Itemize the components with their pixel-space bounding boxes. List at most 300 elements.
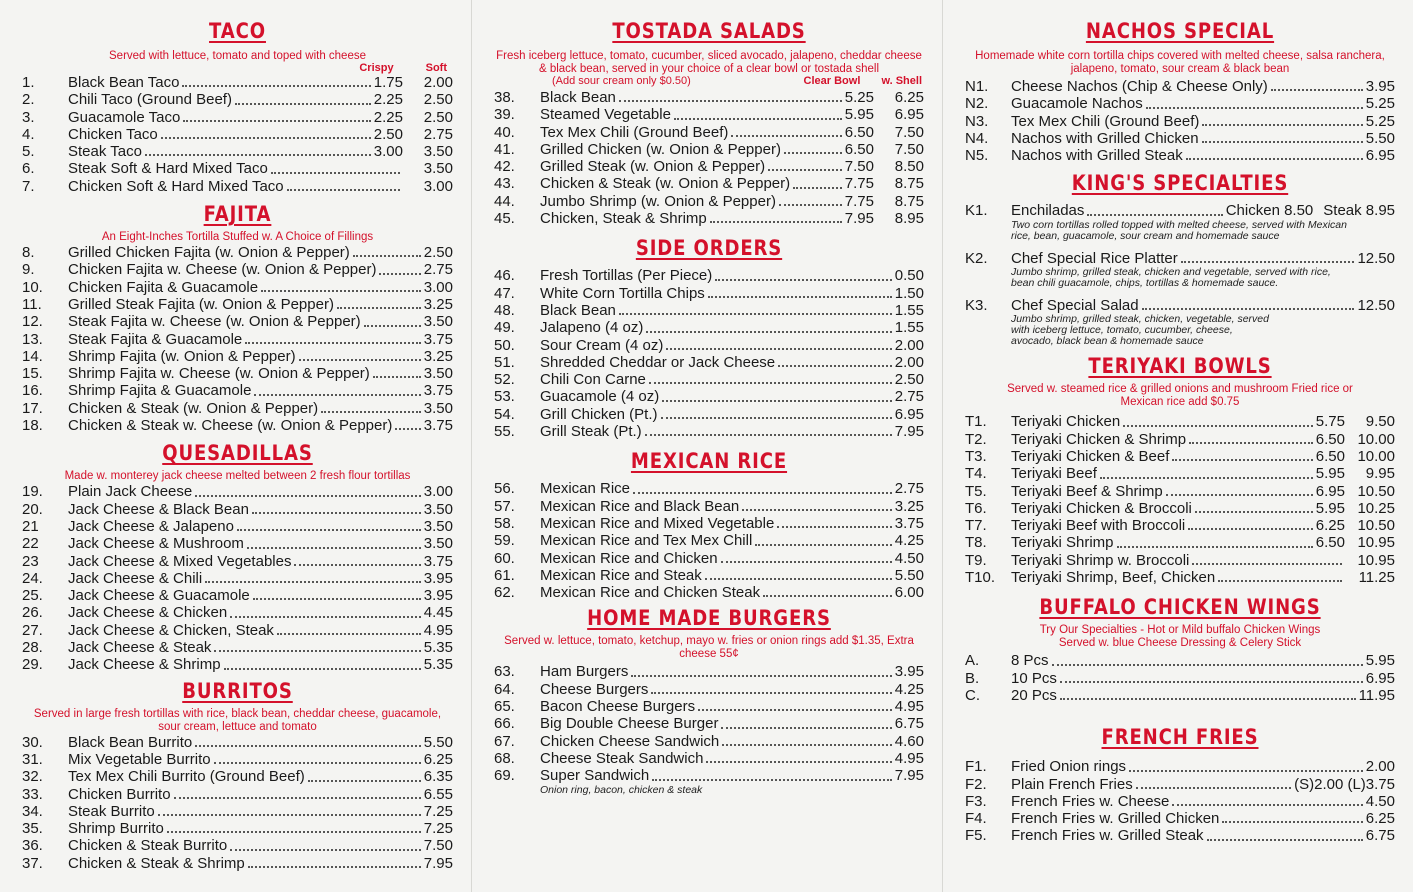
item-name: Teriyaki Shrimp w. Broccoli — [1011, 551, 1190, 569]
section-title-burritos: BURRITOS — [182, 678, 293, 703]
dot-leader — [224, 668, 421, 670]
item-number: 48. — [494, 301, 515, 319]
dot-leader — [253, 598, 421, 600]
item-number: 60. — [494, 549, 515, 567]
list-nachos — [965, 78, 1395, 164]
menu-item — [22, 382, 453, 399]
item-price: 1.55 — [894, 301, 924, 319]
item-price-2: 11.25 — [1358, 569, 1395, 587]
dot-leader — [1195, 511, 1313, 513]
dot-leader — [708, 296, 892, 298]
item-price: 6.95 — [894, 405, 924, 423]
item-price: 3.95 — [1365, 78, 1395, 95]
item-number: 37. — [22, 854, 43, 872]
list-teriyaki — [965, 413, 1395, 586]
menu-item — [22, 656, 453, 673]
dot-leader — [777, 526, 891, 528]
item-price: 3.50 — [423, 313, 453, 331]
menu-item — [965, 758, 1395, 775]
item-price: 4.60 — [894, 732, 924, 750]
item-price: 5.35 — [423, 656, 453, 674]
menu-item — [494, 698, 924, 715]
item-name: Cheese Steak Sandwich — [540, 749, 704, 767]
item-name: Jack Cheese & Chicken — [68, 604, 228, 622]
item-name: Grill Chicken (Pt.) — [540, 405, 658, 423]
item-name: Black Bean Burrito — [68, 733, 193, 751]
item-desc-k1: Two corn tortillas rolled topped with melted cheese, served with Mexican rice, bean, guacamole, sour cream and homemade sauce — [1011, 218, 1347, 242]
item-name: Jack Cheese & Mixed Vegetables — [68, 552, 292, 570]
item-number: 61. — [494, 566, 515, 584]
item-number: 57. — [494, 497, 515, 515]
item-name: Shrimp Fajita & Guacamole — [68, 382, 252, 400]
item-price: 4.25 — [894, 680, 924, 698]
item-number: B. — [965, 669, 980, 687]
item-number: N1. — [965, 78, 989, 95]
section-title-fries: FRENCH FRIES — [1101, 725, 1259, 750]
item-name: Jack Cheese & Steak — [68, 639, 212, 657]
item-number: 15. — [22, 365, 43, 383]
dot-leader — [1100, 477, 1313, 479]
price-headers-tostada — [494, 76, 924, 87]
item-number: T7. — [965, 517, 987, 535]
menu-item — [494, 302, 924, 319]
menu-item — [494, 584, 924, 601]
item-number: 17. — [22, 399, 43, 417]
menu-item — [494, 89, 924, 106]
dot-leader — [271, 172, 400, 174]
item-name: Guacamole Nachos — [1011, 95, 1143, 113]
dot-leader — [252, 512, 421, 514]
dot-leader — [705, 578, 892, 580]
menu-item — [965, 569, 1395, 586]
menu-item — [494, 498, 924, 515]
menu-item — [22, 639, 453, 656]
section-subtitle-burritos: Served in large fresh tortillas with rice, black bean, cheddar cheese, guacamole, sour cream, lettuce and tomato — [33, 707, 442, 733]
item-number: 40. — [494, 123, 515, 141]
menu-column-1 — [0, 0, 471, 892]
dot-leader — [1189, 442, 1313, 444]
dot-leader — [619, 100, 842, 102]
item-number: 64. — [494, 680, 515, 698]
menu-item — [22, 365, 453, 382]
dot-leader — [763, 595, 892, 597]
item-price-1: 7.75 — [844, 192, 874, 210]
item-name: Steak Fajita & Guacamole — [68, 330, 243, 348]
item-name: Black Bean Taco — [68, 74, 180, 91]
super-sandwich-desc: Onion ring, bacon, chicken & steak — [540, 783, 703, 796]
item-number: 56. — [494, 480, 515, 498]
section-subtitle-tostada: Fresh iceberg lettuce, tomato, cucumber, sliced avocado, jalapeno, cheddar cheese & black bean, served in your choice of a clear bowl or tostada shell — [496, 50, 922, 75]
item-name: Jack Cheese & Jalapeno — [68, 517, 234, 535]
item-price-chicken: Chicken 8.50 — [1225, 202, 1314, 220]
item-price: 3.25 — [423, 347, 453, 365]
item-number: 69. — [494, 767, 515, 785]
dot-leader — [214, 762, 421, 764]
dot-leader — [755, 544, 891, 546]
section-title-quesadillas: QUESADILLAS — [162, 441, 313, 466]
item-number: T3. — [965, 447, 987, 465]
dot-leader — [373, 376, 421, 378]
item-price: 6.00 — [894, 584, 924, 602]
item-name: Mexican Rice and Black Bean — [540, 497, 740, 515]
item-price: 6.35 — [423, 768, 453, 786]
menu-item — [22, 751, 453, 768]
item-price-2: 10.95 — [1357, 534, 1395, 552]
list-fajita — [22, 244, 453, 434]
item-number: 58. — [494, 514, 515, 532]
dot-leader — [248, 866, 421, 868]
item-name: Teriyaki Shrimp, Beef, Chicken — [1011, 569, 1216, 587]
dot-leader — [195, 745, 421, 747]
item-number: 3. — [22, 108, 35, 126]
item-number: 27. — [22, 621, 43, 639]
list-burgers — [494, 663, 924, 784]
item-number: 62. — [494, 584, 515, 602]
item-number: 10. — [22, 278, 43, 296]
item-number: 49. — [494, 319, 515, 337]
item-number: 63. — [494, 663, 515, 681]
item-price-2: 6.25 — [894, 89, 924, 106]
item-number: 20. — [22, 500, 43, 518]
item-name: Chicken Taco — [68, 125, 158, 143]
item-number: 34. — [22, 802, 43, 820]
item-price-2: 3.00 — [423, 177, 453, 195]
dot-leader — [230, 616, 421, 618]
item-price: 6.75 — [894, 715, 924, 733]
item-price: 3.75 — [423, 330, 453, 348]
item-number: F4. — [965, 810, 987, 828]
section-title-nachos: NACHOS SPECIAL — [1085, 19, 1275, 43]
menu-item-k3 — [965, 297, 1395, 314]
item-number: 52. — [494, 371, 515, 389]
list-mexican-rice — [494, 480, 924, 601]
item-number: 21 — [22, 517, 39, 535]
dot-leader — [183, 120, 371, 122]
item-price-2: 8.75 — [894, 192, 924, 210]
menu-item — [965, 448, 1395, 465]
dot-leader — [145, 154, 371, 156]
item-name: Jack Cheese & Black Bean — [68, 500, 249, 518]
item-price-2: 10.50 — [1357, 517, 1395, 535]
menu-item — [22, 855, 453, 872]
item-number: 12. — [22, 313, 43, 331]
menu-item — [965, 552, 1395, 569]
menu-item — [965, 793, 1395, 810]
item-number: 38. — [494, 89, 515, 106]
dot-leader — [158, 814, 421, 816]
item-name: Big Double Cheese Burger — [540, 715, 719, 733]
menu-item — [22, 622, 453, 639]
dot-leader — [1166, 494, 1313, 496]
item-price: 3.95 — [423, 587, 453, 605]
item-name: Nachos with Grilled Steak — [1011, 147, 1183, 165]
item-number: N4. — [965, 129, 989, 147]
item-price: 11.95 — [1358, 686, 1395, 704]
dot-leader — [254, 394, 420, 396]
section-title-side-orders: SIDE ORDERS — [635, 236, 783, 261]
section-title-tostada: TOSTADA SALADS — [612, 19, 806, 43]
item-number: 14. — [22, 347, 43, 365]
dot-leader — [287, 189, 400, 191]
menu-column-2 — [471, 0, 942, 892]
menu-item — [494, 423, 924, 440]
menu-item — [965, 670, 1395, 687]
section-subtitle-burgers: Served w. lettuce, tomato, ketchup, mayo w. fries or onion rings add $1.35, Extra cheese 55¢ — [504, 635, 914, 661]
item-price-1: 6.50 — [1315, 447, 1345, 465]
item-price: 3.50 — [423, 399, 453, 417]
item-name: Steamed Vegetable — [540, 106, 671, 124]
item-name: Jalapeno (4 oz) — [540, 319, 644, 337]
menu-item — [965, 465, 1395, 482]
menu-item — [965, 113, 1395, 130]
item-name: Mix Vegetable Burrito — [68, 750, 211, 768]
menu-item — [494, 210, 924, 227]
item-name: Steak Taco — [68, 143, 142, 161]
item-number: T4. — [965, 465, 987, 483]
item-number: 47. — [494, 284, 515, 302]
price-headers-taco — [22, 63, 453, 74]
item-price: 2.75 — [894, 388, 924, 406]
item-number: N3. — [965, 112, 989, 130]
dot-leader — [247, 547, 421, 549]
item-price: 7.95 — [423, 854, 453, 872]
menu-item — [22, 261, 453, 278]
item-number: 22 — [22, 535, 39, 553]
item-name: Black Bean — [540, 89, 616, 106]
menu-item — [22, 331, 453, 348]
item-number: T6. — [965, 499, 987, 517]
item-price-2: 2.00 — [423, 74, 453, 91]
dot-leader — [1087, 214, 1222, 216]
item-name: Guacamole Taco — [68, 108, 181, 126]
menu-item — [494, 767, 924, 784]
item-name: Super Sandwich — [540, 767, 650, 785]
menu-item — [22, 587, 453, 604]
item-number: N5. — [965, 147, 989, 165]
menu-item — [494, 733, 924, 750]
item-name: Grilled Chicken (w. Onion & Pepper) — [540, 140, 781, 158]
item-price: 1.55 — [894, 319, 924, 337]
menu-item — [965, 517, 1395, 534]
dot-leader — [698, 709, 892, 711]
item-name: Chicken Fajita & Guacamole — [68, 278, 259, 296]
dot-leader — [364, 325, 421, 327]
dot-leader — [214, 650, 420, 652]
menu-item — [22, 417, 453, 434]
item-price-2: 9.50 — [1365, 413, 1395, 431]
item-price-2: 2.50 — [423, 108, 453, 126]
item-price-steak: Steak 8.95 — [1323, 202, 1395, 220]
section-subtitle-nachos: Homemade white corn tortilla chips covered with melted cheese, salsa ranchera, jalapeno, tomato, sour cream & black bean — [975, 50, 1385, 75]
dot-leader — [1188, 528, 1313, 530]
menu-item — [494, 532, 924, 549]
menu-item — [22, 296, 453, 313]
dot-leader — [1060, 681, 1363, 683]
item-name: Grill Steak (Pt.) — [540, 423, 642, 441]
dot-leader — [1060, 698, 1356, 700]
menu-item — [22, 91, 453, 108]
item-name: Shrimp Burrito — [68, 820, 164, 838]
item-name: Black Bean — [540, 301, 616, 319]
menu-column-3 — [942, 0, 1413, 892]
item-price-2: 10.95 — [1357, 551, 1395, 569]
item-price: 4.45 — [423, 604, 453, 622]
dot-leader — [353, 255, 421, 257]
item-name: Mexican Rice — [540, 480, 631, 498]
item-name: Enchiladas — [1011, 202, 1085, 220]
item-number: 46. — [494, 267, 515, 285]
item-number: 65. — [494, 698, 515, 716]
item-price-2: 6.95 — [894, 106, 924, 124]
item-number: 35. — [22, 820, 43, 838]
menu-item — [494, 158, 924, 175]
item-name: Steak Burrito — [68, 802, 155, 820]
item-number: 26. — [22, 604, 43, 622]
menu-item — [22, 786, 453, 803]
dot-leader — [167, 831, 421, 833]
dot-leader — [706, 761, 891, 763]
dot-leader — [379, 273, 420, 275]
dot-leader — [1117, 546, 1313, 548]
item-price-2: 8.75 — [894, 175, 924, 193]
dot-leader — [721, 727, 891, 729]
item-price: 6.25 — [1365, 810, 1395, 828]
item-number: 6. — [22, 160, 35, 178]
item-name: Tex Mex Chili (Ground Beef) — [540, 123, 729, 141]
item-price-1: 2.25 — [373, 91, 403, 109]
menu-item — [494, 388, 924, 405]
item-name: Nachos with Grilled Chicken — [1011, 129, 1199, 147]
item-number: 8. — [22, 244, 35, 262]
item-name: Cheese Nachos (Chip & Cheese Only) — [1011, 78, 1268, 95]
section-subtitle-taco: Served with lettuce, tomato and toped with cheese — [109, 50, 366, 62]
menu-item — [965, 687, 1395, 704]
menu-item — [494, 106, 924, 123]
item-name: Chicken & Steak Burrito — [68, 837, 228, 855]
menu-item — [494, 567, 924, 584]
dot-leader — [245, 342, 421, 344]
item-price-1: 7.50 — [844, 158, 874, 176]
menu-item — [965, 130, 1395, 147]
item-name: Chicken, Steak & Shrimp — [540, 210, 707, 228]
dot-leader — [205, 581, 421, 583]
dot-leader — [722, 744, 892, 746]
item-name: Grilled Steak (w. Onion & Pepper) — [540, 158, 766, 176]
menu-item — [22, 518, 453, 535]
item-price: 3.95 — [894, 663, 924, 681]
section-title-fajita: FAJITA — [203, 202, 272, 227]
item-name: 8 Pcs — [1011, 652, 1049, 670]
header-w-shell: w. Shell — [881, 75, 922, 87]
item-number: K3. — [965, 297, 988, 315]
item-name: Chicken & Steak & Shrimp — [68, 854, 245, 872]
dot-leader — [652, 779, 892, 781]
item-number: 29. — [22, 656, 43, 674]
menu-item — [494, 124, 924, 141]
item-number: 41. — [494, 140, 515, 158]
dot-leader — [337, 307, 421, 309]
section-title-burgers: HOME MADE BURGERS — [587, 606, 831, 631]
menu-item — [494, 515, 924, 532]
dot-leader — [161, 137, 371, 139]
dot-leader — [779, 204, 842, 206]
item-price: 7.25 — [423, 820, 453, 838]
item-number: 36. — [22, 837, 43, 855]
list-burritos — [22, 734, 453, 872]
item-name: 20 Pcs — [1011, 686, 1057, 704]
item-number: 45. — [494, 210, 515, 228]
item-name: Teriyaki Beef & Shrimp — [1011, 482, 1163, 500]
menu-item — [22, 535, 453, 552]
item-name: Shrimp Fajita (w. Onion & Pepper) — [68, 347, 296, 365]
item-price-1: 6.25 — [1315, 517, 1345, 535]
dot-leader — [277, 633, 421, 635]
item-number: F3. — [965, 792, 987, 810]
item-name: Mexican Rice and Mixed Vegetable — [540, 514, 775, 532]
item-number: 7. — [22, 177, 35, 195]
section-subtitle-fajita: An Eight-Inches Tortilla Stuffed w. A Choice of Fillings — [101, 231, 374, 244]
dot-leader — [299, 359, 421, 361]
item-price-1: 6.50 — [1315, 534, 1345, 552]
item-price-2: 2.75 — [423, 125, 453, 143]
dot-leader — [235, 103, 371, 105]
dot-leader — [793, 187, 842, 189]
item-number: 67. — [494, 732, 515, 750]
item-price: 3.75 — [423, 552, 453, 570]
item-price: 4.50 — [894, 549, 924, 567]
item-name: Teriyaki Chicken & Shrimp — [1011, 430, 1187, 448]
dot-leader — [1202, 141, 1363, 143]
dot-leader — [742, 509, 892, 511]
item-number: 1. — [22, 74, 35, 91]
menu-item — [494, 681, 924, 698]
item-number: 33. — [22, 785, 43, 803]
dot-leader — [710, 221, 842, 223]
section-title-taco: TACO — [209, 19, 266, 43]
item-price: 2.50 — [423, 244, 453, 262]
item-number: 25. — [22, 587, 43, 605]
item-price: 3.25 — [894, 497, 924, 515]
list-quesadillas — [22, 483, 453, 673]
item-name: Shredded Cheddar or Jack Cheese — [540, 353, 776, 371]
item-price: (S)2.00 (L)3.75 — [1294, 775, 1395, 793]
item-number: K2. — [965, 249, 988, 267]
menu-item — [22, 400, 453, 417]
item-number: 32. — [22, 768, 43, 786]
header-clear-bowl: Clear Bowl — [803, 75, 861, 87]
item-name: Teriyaki Chicken & Beef — [1011, 447, 1170, 465]
dot-leader — [1218, 580, 1342, 582]
item-name: Mexican Rice and Steak — [540, 566, 702, 584]
dot-leader — [261, 290, 421, 292]
item-price: 4.50 — [1365, 792, 1395, 810]
item-number: T2. — [965, 430, 987, 448]
item-price: 3.50 — [423, 517, 453, 535]
item-number: 68. — [494, 749, 515, 767]
dot-leader — [1136, 787, 1291, 789]
item-name: 10 Pcs — [1011, 669, 1057, 687]
dot-leader — [645, 434, 892, 436]
item-number: T5. — [965, 482, 987, 500]
item-number: 28. — [22, 639, 43, 657]
item-name: Teriyaki Beef — [1011, 465, 1097, 483]
item-price: 2.75 — [423, 261, 453, 279]
item-name: Jumbo Shrimp (w. Onion & Pepper) — [540, 192, 776, 210]
dot-leader — [1123, 425, 1313, 427]
item-number: T1. — [965, 413, 987, 431]
menu-item — [965, 431, 1395, 448]
dot-leader — [1207, 839, 1363, 841]
